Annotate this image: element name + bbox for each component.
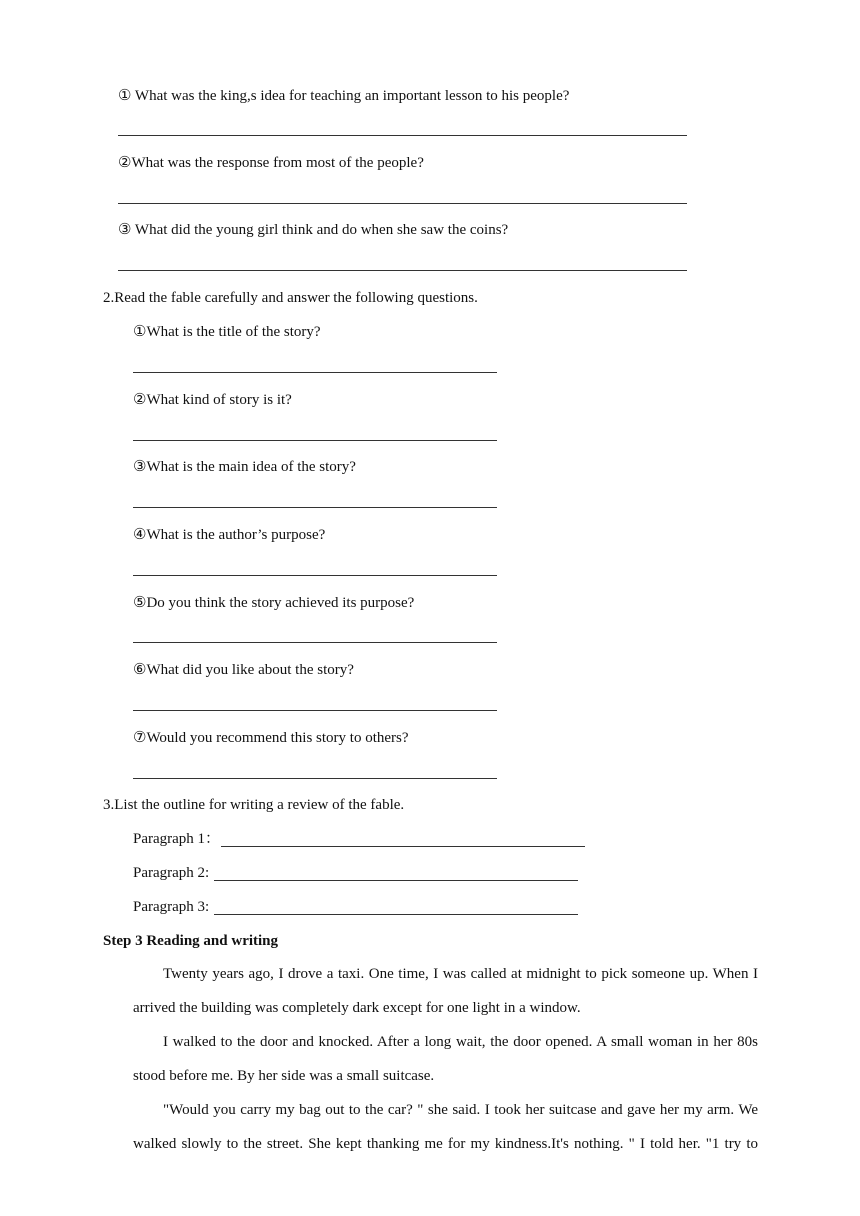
- question-2-3: ③What is the main idea of the story?: [133, 459, 356, 475]
- question-2-4: ④What is the author’s purpose?: [133, 527, 326, 543]
- question-2-1: ①What is the title of the story?: [133, 324, 321, 340]
- answer-line-2-1[interactable]: [133, 372, 497, 373]
- paragraph-1-line[interactable]: [221, 846, 585, 847]
- story-line-5: "Would you carry my bag out to the car? " she said. I took her suitcase and gave her my arm. We: [163, 1102, 758, 1118]
- paragraph-2-label: Paragraph 2:: [133, 865, 210, 881]
- question-1-3: ③ What did the young girl think and do when she saw the coins?: [118, 222, 509, 238]
- answer-line-2-7[interactable]: [133, 778, 497, 779]
- question-1-2: ②What was the response from most of the people?: [118, 155, 424, 171]
- answer-line-2-2[interactable]: [133, 440, 497, 441]
- answer-line-2-3[interactable]: [133, 507, 497, 508]
- question-2-6: ⑥What did you like about the story?: [133, 662, 354, 678]
- answer-line-1-3[interactable]: [118, 270, 687, 271]
- story-line-2: arrived the building was completely dark except for one light in a window.: [133, 1000, 581, 1016]
- question-2-7: ⑦Would you recommend this story to others?: [133, 730, 409, 746]
- answer-line-2-5[interactable]: [133, 642, 497, 643]
- paragraph-3-label: Paragraph 3:: [133, 899, 210, 915]
- answer-line-2-6[interactable]: [133, 710, 497, 711]
- answer-line-2-4[interactable]: [133, 575, 497, 576]
- story-line-1: Twenty years ago, I drove a taxi. One time, I was called at midnight to pick someone up. When I: [163, 966, 758, 982]
- story-line-4: stood before me. By her side was a small suitcase.: [133, 1068, 435, 1084]
- section-2-heading: 2.Read the fable carefully and answer the following questions.: [103, 290, 478, 306]
- story-line-3: I walked to the door and knocked. After a long wait, the door opened. A small woman in her 80s: [163, 1034, 758, 1050]
- paragraph-2-line[interactable]: [214, 880, 578, 881]
- paragraph-1-label: Paragraph 1：: [133, 831, 221, 847]
- question-2-5: ⑤Do you think the story achieved its purpose?: [133, 595, 415, 611]
- paragraph-3-line[interactable]: [214, 914, 578, 915]
- question-2-2: ②What kind of story is it?: [133, 392, 292, 408]
- story-line-6: walked slowly to the street. She kept thanking me for my kindness.It's nothing. " I told her. "1 try to: [133, 1136, 758, 1152]
- question-1-1: ① What was the king,s idea for teaching an important lesson to his people?: [118, 88, 570, 104]
- answer-line-1-1[interactable]: [118, 135, 687, 136]
- answer-line-1-2[interactable]: [118, 203, 687, 204]
- step-3-heading: Step 3 Reading and writing: [103, 933, 279, 949]
- section-3-heading: 3.List the outline for writing a review of the fable.: [103, 797, 405, 813]
